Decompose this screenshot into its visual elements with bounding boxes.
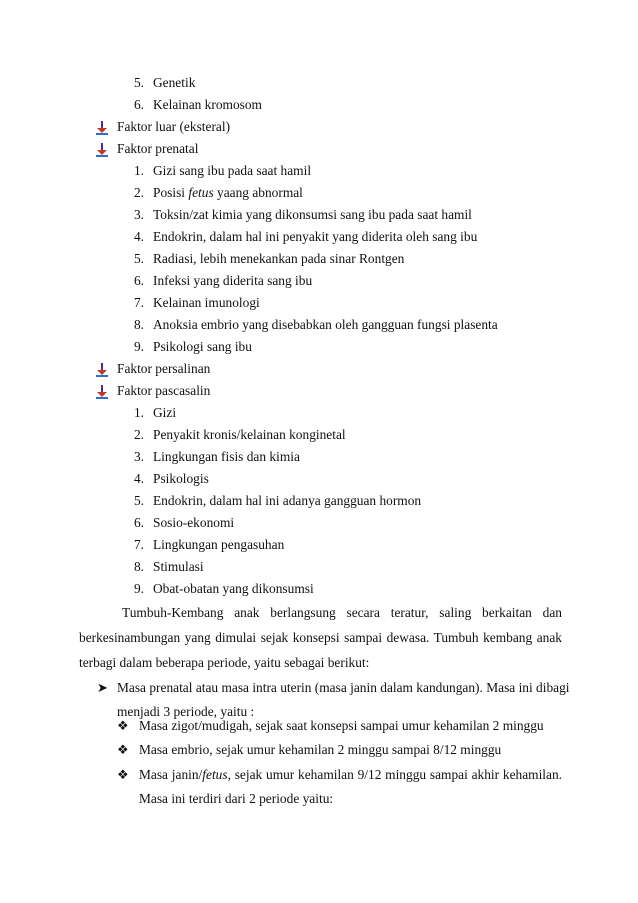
- list-item: [153, 185, 303, 201]
- list-number: 6.: [133, 515, 144, 530]
- list-number: 3.: [133, 207, 144, 222]
- text-run: Masa janin/: [139, 767, 203, 782]
- list-item: Toksin/zat kimia yang dikonsumsi sang ibu pada saat hamil: [153, 207, 472, 222]
- list-item: Sosio-ekonomi: [153, 515, 235, 530]
- list-item: Gizi: [153, 405, 177, 420]
- pin-bullet-icon: [96, 121, 108, 135]
- text-run: yaang abnormal: [213, 185, 303, 200]
- list-item: Genetik: [153, 75, 196, 90]
- diamond-bullet-icon: ❖: [117, 718, 129, 733]
- list-number: 7.: [133, 537, 144, 552]
- list-number: 8.: [133, 559, 144, 574]
- factor-heading: Faktor prenatal: [117, 141, 199, 156]
- list-item: Infeksi yang diderita sang ibu: [153, 273, 313, 288]
- arrow-bullet-icon: ➤: [97, 680, 108, 695]
- paragraph-line: menjadi 3 periode, yaitu :: [117, 704, 255, 719]
- list-item: Masa zigot/mudigah, sejak saat konsepsi sampai umur kehamilan 2 minggu: [139, 718, 544, 733]
- list-number: 4.: [133, 471, 144, 486]
- list-item: Lingkungan fisis dan kimia: [153, 449, 300, 464]
- list-number: 4.: [133, 229, 144, 244]
- factor-heading: Faktor persalinan: [117, 361, 211, 376]
- list-item: Psikologi sang ibu: [153, 339, 252, 354]
- paragraph-line: Tumbuh-Kembang anak berlangsung secara teratur, saling berkaitan dan: [122, 605, 562, 620]
- list-item: Kelainan imunologi: [153, 295, 260, 310]
- diamond-bullet-icon: ❖: [117, 742, 129, 757]
- list-item: [139, 767, 562, 783]
- list-item: Gizi sang ibu pada saat hamil: [153, 163, 312, 178]
- diamond-bullet-icon: ❖: [117, 767, 129, 782]
- list-number: 5.: [133, 493, 144, 508]
- list-item: Stimulasi: [153, 559, 204, 574]
- list-number: 1.: [133, 163, 144, 178]
- list-number: 2.: [133, 427, 144, 442]
- list-item: Masa embrio, sejak umur kehamilan 2 minggu sampai 8/12 minggu: [139, 742, 502, 757]
- pin-bullet-icon: [96, 143, 108, 157]
- list-item: Penyakit kronis/kelainan konginetal: [153, 427, 346, 442]
- list-item: Anoksia embrio yang disebabkan oleh gangguan fungsi plasenta: [153, 317, 498, 332]
- paragraph-line: terbagi dalam beberapa periode, yaitu sebagai berikut:: [79, 655, 370, 670]
- list-item: Obat-obatan yang dikonsumsi: [153, 581, 314, 596]
- list-item: Radiasi, lebih menekankan pada sinar Rontgen: [153, 251, 405, 266]
- list-number: 7.: [133, 295, 144, 310]
- list-number: 2.: [133, 185, 144, 200]
- list-number: 6.: [133, 97, 144, 112]
- list-number: 6.: [133, 273, 144, 288]
- factor-heading: Faktor pascasalin: [117, 383, 211, 398]
- list-number: 1.: [133, 405, 144, 420]
- pin-bullet-icon: [96, 363, 108, 377]
- list-item: Masa ini terdiri dari 2 periode yaitu:: [139, 791, 334, 806]
- list-number: 9.: [133, 339, 144, 354]
- paragraph-line: Masa prenatal atau masa intra uterin (masa janin dalam kandungan). Masa ini dibagi: [117, 680, 570, 695]
- list-number: 5.: [133, 75, 144, 90]
- list-number: 5.: [133, 251, 144, 266]
- list-item: Endokrin, dalam hal ini adanya gangguan hormon: [153, 493, 422, 508]
- list-item: Endokrin, dalam hal ini penyakit yang diderita oleh sang ibu: [153, 229, 478, 244]
- list-number: 9.: [133, 581, 144, 596]
- pin-bullet-icon: [96, 385, 108, 399]
- text-run: Posisi: [153, 185, 189, 200]
- italic-term: fetus: [188, 185, 214, 200]
- italic-term: fetus: [202, 767, 228, 782]
- list-item: Psikologis: [153, 471, 209, 486]
- list-item: Kelainan kromosom: [153, 97, 262, 112]
- paragraph-line: berkesinambungan yang dimulai sejak konsepsi sampai dewasa. Tumbuh kembang anak: [79, 630, 562, 645]
- list-number: 8.: [133, 317, 144, 332]
- list-item: Lingkungan pengasuhan: [153, 537, 285, 552]
- list-number: 3.: [133, 449, 144, 464]
- text-run: , sejak umur kehamilan 9/12 minggu sampai akhir kehamilan.: [227, 767, 562, 782]
- factor-heading: Faktor luar (eksteral): [117, 119, 231, 134]
